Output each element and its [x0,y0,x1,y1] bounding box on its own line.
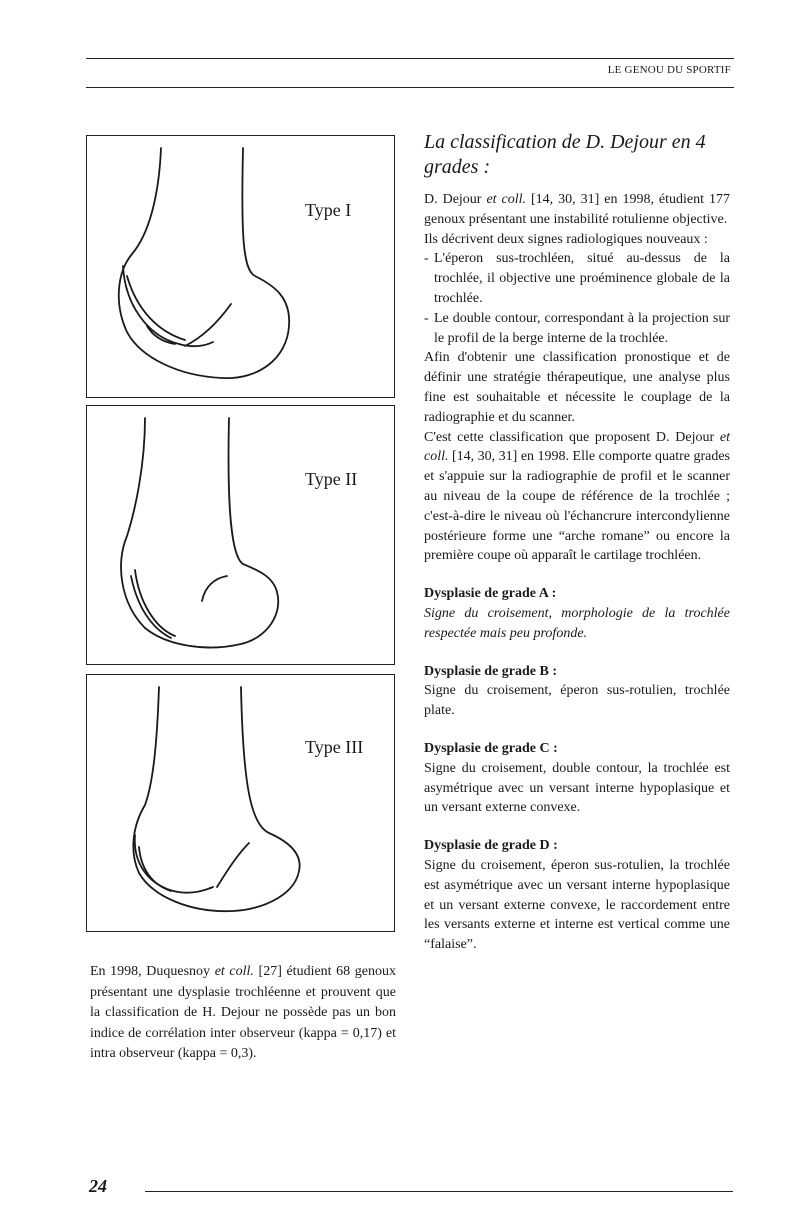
list-item: - Le double contour, correspondant à la projection sur le profil de la berge interne de la trochlée. [424,310,730,346]
paragraph-4 [424,428,730,567]
grade-b-description: Signe du croisement, éperon sus-rotulien, trochlée plate. [424,683,730,719]
figure-label-type-3: Type III [305,737,364,757]
header-rule-bottom [86,87,734,88]
grade-d-title: Dysplasie de grade D : [424,838,558,854]
paragraph-1 [424,190,730,230]
footer-rule [145,1191,733,1192]
grade-a [424,584,730,643]
grade-d-description: Signe du croisement, éperon sus-rotulien, la trochlée est asymétrique avec un versant interne hypoplasique et un versant externe convexe, le raccordement entre les versants externe et interne est vertical comme une “falaise”. [424,857,730,953]
left-paragraph [90,962,396,1065]
grade-d [424,836,730,955]
femur-drawing-type-2 [87,406,396,666]
left-paragraph-text-a: En 1998, Duquesnoy [90,964,211,979]
paragraph-3: Afin d'obtenir une classification pronostique et de définir une stratégie thérapeutique, une analyse plus fine est souhaitable et nécessite le couplage de la radiographie et du scanner. [424,350,730,425]
grade-c [424,739,730,818]
figure-label-type-2: Type II [305,469,358,489]
grade-c-description: Signe du croisement, double contour, la trochlée est asymétrique avec un versant interne hypoplasique et un versant externe convexe. [424,760,730,816]
header-rule-top [86,58,734,59]
grade-c-title: Dysplasie de grade C : [424,740,558,756]
paragraph-1-etcoll: et coll. [486,192,527,207]
list-item-text: L'éperon sus-trochléen, situé au-dessus de la trochlée, il objective une proéminence globale de la trochlée. [434,251,730,306]
signs-list [424,249,730,348]
right-column [424,130,730,955]
grade-a-title: Dysplasie de grade A : [424,586,557,602]
grade-b-title: Dysplasie de grade B : [424,663,557,679]
section-title: La classification de D. Dejour en 4 grades : [424,131,706,178]
grade-a-description: Signe du croisement, morphologie de la trochlée respectée mais peu profonde. [424,605,730,641]
left-paragraph-text-c: [27] étudient 68 genoux présentant une dysplasie trochléenne et prouvent que la classification de H. Dejour ne possède pas un bon indice de corrélation inter observeur (kappa = 0,17) et intra observeur (kappa = 0,3). [90,964,397,1061]
figure-type-3 [86,674,395,932]
grade-b [424,662,730,721]
paragraph-2: Ils décrivent deux signes radiologiques nouveaux : [424,231,708,247]
femur-drawing-type-3 [87,675,396,933]
paragraph-4-etcoll: et coll. [424,429,731,465]
list-item-text: Le double contour, correspondant à la projection sur le profil de la berge interne de la trochlée. [434,310,730,346]
list-item: - L'éperon sus-trochléen, situé au-dessus de la trochlée, il objective une proéminence globale de la trochlée. [424,251,730,306]
femur-drawing-type-1 [87,136,396,399]
figure-type-2 [86,405,395,665]
paragraph-1-text-a: D. Dejour [424,192,482,207]
left-paragraph-etcoll: et coll. [214,964,254,979]
figure-type-1 [86,135,395,398]
paragraph-1-text-c: [14, 30, 31] en 1998, étudient 177 genoux présentant une instabilité rotulienne objective. [424,192,731,227]
paragraph-4-text-a: C'est cette classification que proposent D. Dejour [424,429,715,445]
page-number: 24 [89,1176,107,1196]
paragraph-4-text-c: [14, 30, 31] en 1998. Elle comporte quatre grades et s'appuie sur la radiographie de profil et le scanner au niveau de la coupe de référence de la trochlée ; c'est-à-dire le niveau où l'échancrure intercondylienne postérieure forme une “arche romane” ou encore la première coupe où apparaît le cartilage trochléen. [424,449,730,564]
running-head: LE GENOU DU SPORTIF [607,64,731,76]
figure-label-type-1: Type I [305,200,352,220]
